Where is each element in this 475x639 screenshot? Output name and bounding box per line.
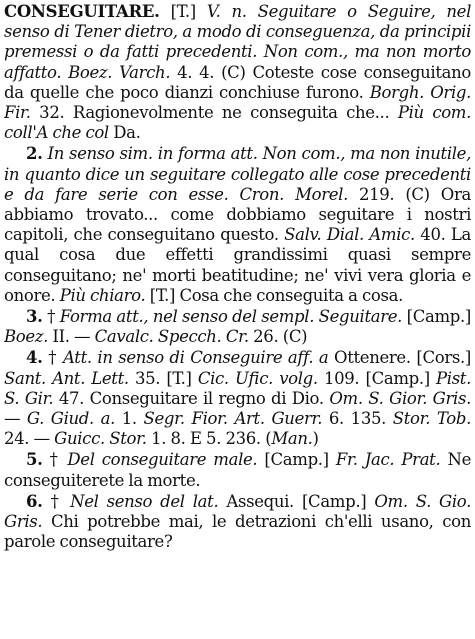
italic-text: In senso sim. in forma att. Non com., ma non inutile, in quanto dice un seguitare collegato alle cose precedenti e da fare serie con esse. Cron. Morel. [4,144,471,204]
entry-paragraph-5 [4,450,471,490]
text: Da. [108,123,141,143]
text: [T.] [159,2,207,21]
italic-text: Più com. coll'A che col [4,103,471,143]
dictionary-page [4,2,471,637]
entry-paragraph-6 [4,492,471,553]
citation: Om. S. Gio. Gris. [4,491,471,532]
italic-text: Forma att., nel senso del sempl. Seguitare. [59,307,403,327]
italic-text: Più chiaro. [59,285,146,305]
text: 1. [115,409,144,429]
citation: Man. [271,429,313,449]
text: II. — [48,327,95,347]
text: 35. [T.] [128,368,198,388]
headword: CONSEGUITARE. [4,2,160,21]
sense-number: 5. [26,450,43,470]
italic-text: Att. in senso di Conseguire aff. a [63,348,329,368]
text: 109. [Camp.] [317,368,437,388]
text: 4. 4. (C) Coteste cose conseguitano da quelle che poco dianzi conchiuse furono. [4,62,471,102]
citation: Salv. Dial. Amic. [284,225,415,245]
entry-paragraph-3 [4,307,471,347]
entry-paragraph-1 [4,2,471,143]
text: Assequi. [Camp.] [218,491,375,511]
dagger: † [42,307,60,327]
italic-text: V. n. Seguitare o Seguire, nel senso di Tener dietro, a modo di conseguenza, da principii premessi o da fatti precedenti. Non com., ma non morto affatto. Boez. Varch. [4,2,471,82]
text: [T.] Cosa che conseguita a cosa. [145,285,404,305]
text: Ne conseguiterete la morte. [4,450,471,490]
text: 32. Ragionevolmente ne conseguita che... [30,103,398,123]
citation: Borgh. Orig. Fir. [4,82,471,123]
citation: Pist. S. Gir. [4,368,471,408]
text: 6. 135. [322,409,393,429]
citation: Cic. Ufic. volg. [197,368,318,388]
text: 47. Conseguitare il regno di Dio. [53,388,330,408]
entry-paragraph-4 [4,348,471,449]
text: 1. 8. E 5. 236. ( [146,429,272,449]
sense-number: 3. [26,307,43,327]
sense-number: 4. [26,348,43,368]
dagger: † [42,491,71,511]
citation: Guicc. Stor. [54,429,147,449]
dagger: † [42,348,64,368]
text: 40. La qual cosa due effetti grandissimi quasi sempre conseguitano; ne' morti beatitudine; ne' vivi vera gloria e onore. [4,225,471,305]
text: ) [312,429,319,449]
citation: Segr. Fior. Art. Guerr. [143,409,323,429]
citation: Fr. Jac. Prat. [335,450,441,470]
text: 24. — [4,429,55,449]
citation: Boez. [4,327,49,347]
citation: Stor. Tob. [392,409,471,429]
text: [Camp.] [257,450,336,470]
text: 26. (C) [248,327,308,347]
italic-text: Nel senso del lat. [70,491,219,511]
entry-paragraph-2 [4,144,471,306]
citation: Om. S. Gior. Gris. — G. Giud. a. [4,388,471,429]
citation: Sant. Ant. Lett. [4,368,129,388]
italic-text: Del conseguitare male. [67,450,258,470]
text: [Camp.] [402,307,471,327]
text: Chi potrebbe mai, le detrazioni ch'elli usano, con parole conseguitare? [4,512,471,552]
dagger: † [42,450,68,470]
text: Ottenere. [Cors.] [328,348,471,368]
sense-number: 2. [26,144,43,164]
text: 219. (C) Ora abbiamo trovato... come dobbiamo seguitare i nostri capitoli, che conseguitano questo. [4,184,471,245]
sense-number: 6. [26,491,43,511]
citation: Cavalc. Specch. Cr. [94,327,249,347]
